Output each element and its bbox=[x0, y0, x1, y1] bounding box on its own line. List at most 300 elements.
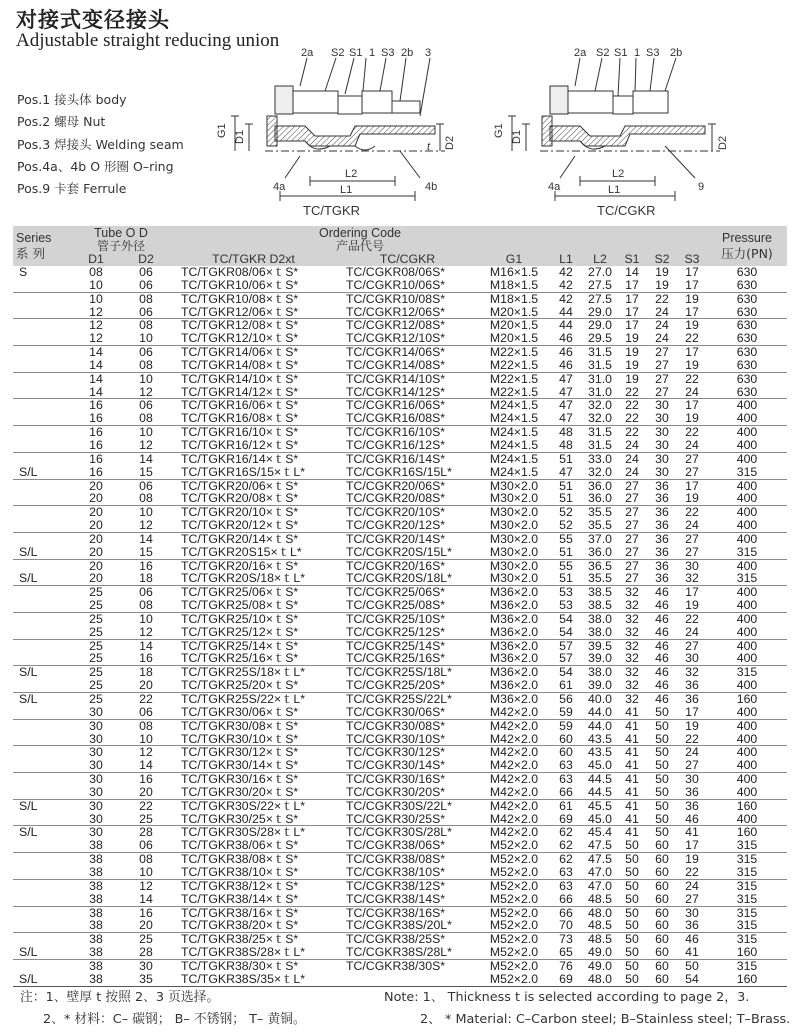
table-cell: M52×2.0 bbox=[479, 879, 549, 892]
table-cell: S/L bbox=[19, 945, 38, 960]
table-cell: 400 bbox=[707, 479, 787, 492]
table-cell: 315 bbox=[736, 838, 758, 853]
table-row bbox=[13, 492, 787, 505]
table-cell: 27 bbox=[655, 357, 669, 372]
table-cell: M52×2.0 bbox=[489, 838, 539, 853]
label-9-c: 9 bbox=[698, 181, 705, 193]
table-cell: TC/CGKR14/10S* bbox=[336, 372, 479, 385]
table-cell: S/L bbox=[13, 973, 71, 986]
table-cell: 48.0 bbox=[583, 906, 617, 919]
table-cell: 630 bbox=[736, 357, 758, 372]
table-cell: 44.0 bbox=[588, 704, 612, 719]
table-cell: 24 bbox=[685, 384, 699, 399]
table-cell: M20×1.5 bbox=[479, 319, 549, 332]
table-cell: M30×2.0 bbox=[479, 532, 549, 545]
table-cell: 38.0 bbox=[588, 624, 612, 639]
table-row bbox=[13, 306, 787, 319]
table-cell: TC/CGKR12/08S* bbox=[336, 319, 479, 332]
table-cell: 46 bbox=[559, 357, 573, 372]
table-cell: 63 bbox=[549, 773, 583, 786]
table-cell: 16 bbox=[89, 464, 103, 479]
table-cell: 47 bbox=[549, 372, 583, 385]
drawing-tgkr bbox=[205, 46, 465, 206]
label-l1-c: L1 bbox=[608, 184, 621, 196]
table-cell: 19 bbox=[685, 411, 699, 426]
table-cell: 08 bbox=[139, 598, 153, 613]
table-cell: 22 bbox=[677, 426, 707, 439]
table-cell bbox=[13, 479, 71, 492]
table-cell: 27 bbox=[617, 506, 647, 519]
table-cell bbox=[13, 612, 71, 625]
table-cell: 08 bbox=[139, 411, 153, 426]
table-cell: 31.0 bbox=[588, 384, 612, 399]
table-cell: TC/CGKR38/25S* bbox=[336, 933, 479, 946]
table-cell: TC/CGKR38/30S* bbox=[336, 959, 479, 972]
table-cell: M42×2.0 bbox=[489, 784, 539, 799]
table-cell: 38 bbox=[71, 906, 121, 919]
table-cell: TC/TGKR20/08×ｔS* bbox=[181, 491, 299, 506]
table-cell: 16 bbox=[89, 437, 103, 452]
table-cell: 46 bbox=[685, 811, 699, 826]
table-cell: 25 bbox=[71, 612, 121, 625]
table-cell: M16×1.5 bbox=[489, 265, 539, 279]
label-2a: 2a bbox=[301, 47, 314, 59]
table-cell: TC/TGKR20/14×ｔS* bbox=[171, 532, 336, 545]
table-cell: 14 bbox=[139, 891, 153, 906]
table-cell: TC/CGKR30/14S* bbox=[346, 758, 446, 773]
table-cell bbox=[336, 973, 479, 986]
table-cell: TC/CGKR20/12S* bbox=[346, 518, 446, 533]
table-cell: M22×1.5 bbox=[489, 384, 539, 399]
table-cell: M36×2.0 bbox=[489, 624, 539, 639]
table-cell: 19 bbox=[625, 357, 639, 372]
table-cell: 12 bbox=[121, 746, 171, 759]
table-row bbox=[13, 266, 787, 279]
table-cell: 08 bbox=[89, 265, 103, 279]
table-cell: 48.0 bbox=[583, 973, 617, 986]
table-cell: 30 bbox=[655, 437, 669, 452]
drawing-cgkr bbox=[490, 46, 750, 206]
table-cell: 70 bbox=[559, 918, 573, 933]
table-cell: 27 bbox=[685, 758, 699, 773]
table-cell: M30×2.0 bbox=[479, 479, 549, 492]
table-cell: TC/TGKR20S15×ｔL* bbox=[181, 544, 302, 559]
table-cell: 400 bbox=[736, 598, 758, 613]
table-cell bbox=[13, 452, 71, 465]
table-cell: 36 bbox=[655, 544, 669, 559]
table-cell: 12 bbox=[89, 304, 103, 319]
table-cell: 32.0 bbox=[588, 464, 612, 479]
label-d1: D1 bbox=[234, 129, 246, 144]
table-cell: 14 bbox=[625, 265, 639, 279]
table-cell: 63 bbox=[559, 864, 573, 879]
table-cell: 10 bbox=[121, 372, 171, 385]
table-cell: 36 bbox=[647, 532, 677, 545]
table-row bbox=[13, 519, 787, 532]
table-cell: 14 bbox=[89, 384, 103, 399]
table-row bbox=[13, 466, 787, 479]
table-cell: TC/CGKR25/16S* bbox=[346, 651, 446, 666]
table-cell: TC/CGKR08/06S* bbox=[346, 265, 446, 279]
table-cell: 315 bbox=[707, 906, 787, 919]
table-cell: TC/TGKR20/12×ｔS* bbox=[181, 518, 299, 533]
table-row bbox=[13, 319, 787, 332]
table-cell: 27 bbox=[625, 491, 639, 506]
table-cell: 38.0 bbox=[583, 666, 617, 679]
table-cell: 50 bbox=[617, 973, 647, 986]
table-cell: 47 bbox=[559, 411, 573, 426]
table-cell: M52×2.0 bbox=[479, 906, 549, 919]
table-cell: 19 bbox=[617, 372, 647, 385]
table-cell: 08 bbox=[121, 292, 171, 305]
table-cell: TC/TGKR20/06×ｔS* bbox=[171, 479, 336, 492]
table-cell: TC/TGKR16/08×ｔS* bbox=[181, 411, 299, 426]
table-cell: M42×2.0 bbox=[489, 758, 539, 773]
table-cell: TC/CGKR16/06S* bbox=[336, 399, 479, 412]
table-cell: 06 bbox=[139, 277, 153, 292]
table-cell: S/L bbox=[13, 826, 71, 839]
table-cell: 60 bbox=[655, 864, 669, 879]
table-cell: TC/CGKR30/16S* bbox=[336, 773, 479, 786]
table-cell: TC/CGKR30/12S* bbox=[336, 746, 479, 759]
table-cell: 51 bbox=[559, 571, 573, 586]
table-cell: M36×2.0 bbox=[489, 678, 539, 693]
table-cell: TC/TGKR30/25×ｔS* bbox=[181, 811, 299, 826]
table-cell: 65 bbox=[559, 945, 573, 960]
table-cell: 400 bbox=[707, 773, 787, 786]
table-cell: 400 bbox=[707, 639, 787, 652]
table-cell: TC/TGKR38/30×ｔS* bbox=[171, 959, 336, 972]
table-cell: M36×2.0 bbox=[479, 586, 549, 599]
table-cell: TC/CGKR10/08S* bbox=[336, 292, 479, 305]
table-row bbox=[13, 372, 787, 385]
table-cell: S/L bbox=[19, 544, 38, 559]
position-2: Pos.2 螺母 Nut bbox=[17, 114, 106, 130]
table-cell: 22 bbox=[685, 731, 699, 746]
label-4a: 4a bbox=[273, 181, 286, 193]
title-english: Adjustable straight reducing union bbox=[16, 30, 280, 51]
table-cell: M52×2.0 bbox=[489, 891, 539, 906]
table-cell: 46 bbox=[647, 666, 677, 679]
table-cell: 30 bbox=[685, 651, 699, 666]
table-cell: 61 bbox=[549, 799, 583, 812]
table-cell: 38.5 bbox=[588, 598, 612, 613]
note-en-1: Note: 1、 Thickness t is selected according to page 2，3. bbox=[384, 990, 750, 1005]
table-cell: 51 bbox=[559, 491, 573, 506]
table-cell: TC/CGKR20/16S* bbox=[336, 559, 479, 572]
label-s1: S1 bbox=[349, 47, 363, 59]
table-cell: 36 bbox=[655, 571, 669, 586]
table-cell: 400 bbox=[736, 437, 758, 452]
table-cell: 48 bbox=[559, 437, 573, 452]
table-cell: 25 bbox=[139, 811, 153, 826]
table-cell: TC/CGKR30S/22L* bbox=[336, 799, 479, 812]
table-cell: M52×2.0 bbox=[479, 853, 549, 866]
table-cell: 19 bbox=[677, 292, 707, 305]
table-cell: 27 bbox=[617, 559, 647, 572]
table-cell: 41 bbox=[625, 758, 639, 773]
table-cell: TC/CGKR14/08S* bbox=[346, 357, 446, 372]
table-cell: M30×2.0 bbox=[479, 506, 549, 519]
table-cell bbox=[13, 386, 71, 399]
table-cell: 57 bbox=[549, 639, 583, 652]
table-cell: M36×2.0 bbox=[489, 651, 539, 666]
table-cell: 22 bbox=[685, 864, 699, 879]
table-cell: 47.0 bbox=[588, 864, 612, 879]
table-cell: 60 bbox=[655, 891, 669, 906]
table-cell: 30 bbox=[655, 411, 669, 426]
table-cell: 69 bbox=[549, 973, 583, 986]
table-cell: 25 bbox=[89, 651, 103, 666]
table-cell: 49.0 bbox=[583, 959, 617, 972]
table-cell: TC/TGKR38/08×ｔS* bbox=[171, 853, 336, 866]
table-cell: TC/CGKR38/06S* bbox=[346, 838, 446, 853]
table-cell: 51 bbox=[549, 479, 583, 492]
table-cell bbox=[13, 439, 71, 452]
table-cell: 38 bbox=[71, 933, 121, 946]
note-cn-2: 2、* 材料：C– 碳钢； B– 不锈钢； T– 黄铜。 bbox=[43, 1012, 306, 1027]
position-9: Pos.9 卡套 Ferrule bbox=[17, 181, 127, 197]
table-cell: 46 bbox=[647, 612, 677, 625]
header-cgkr: TC/CGKR bbox=[379, 252, 436, 266]
table-cell: 400 bbox=[707, 586, 787, 599]
table-cell: 30 bbox=[647, 399, 677, 412]
table-cell: 27 bbox=[647, 372, 677, 385]
table-cell: 30 bbox=[89, 758, 103, 773]
table-cell: M18×1.5 bbox=[489, 277, 539, 292]
table-cell: M36×2.0 bbox=[479, 639, 549, 652]
table-cell: 06 bbox=[139, 838, 153, 853]
table-row bbox=[13, 452, 787, 465]
table-cell: TC/CGKR16/12S* bbox=[346, 437, 446, 452]
table-cell: M24×1.5 bbox=[479, 452, 549, 465]
table-cell: 62 bbox=[559, 838, 573, 853]
table-cell: 50 bbox=[655, 731, 669, 746]
table-cell: 45.5 bbox=[583, 799, 617, 812]
table-cell: 50 bbox=[625, 864, 639, 879]
table-cell: 10 bbox=[139, 331, 153, 346]
table-cell: TC/TGKR14/12×ｔS* bbox=[181, 384, 299, 399]
table-cell: TC/CGKR10/06S* bbox=[346, 277, 446, 292]
table-cell: 16 bbox=[71, 426, 121, 439]
table-cell: 50 bbox=[655, 784, 669, 799]
table-cell bbox=[13, 559, 71, 572]
table-cell: 30 bbox=[71, 799, 121, 812]
table-cell: 20 bbox=[71, 506, 121, 519]
table-cell: 160 bbox=[736, 945, 758, 960]
header-l1: L1 bbox=[559, 252, 573, 266]
table-row bbox=[13, 973, 787, 986]
table-cell bbox=[13, 959, 71, 972]
table-cell: 30 bbox=[71, 773, 121, 786]
table-cell bbox=[13, 399, 71, 412]
table-cell: 20 bbox=[89, 544, 103, 559]
table-cell: 27 bbox=[625, 571, 639, 586]
table-cell: 50 bbox=[617, 879, 647, 892]
table-cell bbox=[13, 599, 71, 612]
table-cell: TC/TGKR20/10×ｔS* bbox=[171, 506, 336, 519]
table-cell: 12 bbox=[71, 319, 121, 332]
table-cell: TC/CGKR20/08S* bbox=[346, 491, 446, 506]
table-cell: M24×1.5 bbox=[489, 464, 539, 479]
table-cell: 315 bbox=[736, 464, 758, 479]
table-row bbox=[13, 412, 787, 425]
table-cell: 47.5 bbox=[583, 853, 617, 866]
table-cell: 50 bbox=[655, 758, 669, 773]
table-row bbox=[13, 946, 787, 959]
table-cell: 47.5 bbox=[588, 838, 612, 853]
table-cell bbox=[13, 652, 71, 665]
table-cell bbox=[13, 332, 71, 345]
table-cell: 63 bbox=[549, 879, 583, 892]
table-cell: TC/TGKR25/16×ｔS* bbox=[181, 651, 299, 666]
table-cell: 28 bbox=[121, 826, 171, 839]
label-3: 3 bbox=[425, 47, 432, 59]
table-cell: 19 bbox=[655, 277, 669, 292]
table-cell: TC/CGKR25/06S* bbox=[336, 586, 479, 599]
table-cell: 630 bbox=[736, 304, 758, 319]
table-cell: 10 bbox=[121, 612, 171, 625]
table-cell: TC/CGKR20S/18L* bbox=[346, 571, 452, 586]
table-row bbox=[13, 652, 787, 665]
label-s1-c: S1 bbox=[614, 47, 628, 59]
table-cell: 50 bbox=[647, 799, 677, 812]
table-cell: 36.0 bbox=[583, 479, 617, 492]
table-cell: TC/TGKR16/14×ｔS* bbox=[171, 452, 336, 465]
table-cell: 30 bbox=[89, 784, 103, 799]
table-cell: 24 bbox=[685, 437, 699, 452]
table-cell: 38 bbox=[89, 838, 103, 853]
table-cell: 22 bbox=[617, 426, 647, 439]
table-cell: 08 bbox=[121, 853, 171, 866]
table-cell: 16 bbox=[121, 559, 171, 572]
table-cell bbox=[13, 506, 71, 519]
table-cell: 27 bbox=[685, 464, 699, 479]
table-cell: M36×2.0 bbox=[489, 598, 539, 613]
table-cell: 50 bbox=[647, 746, 677, 759]
table-cell: TC/TGKR30/12×ｔS* bbox=[171, 746, 336, 759]
table-cell: 27.5 bbox=[583, 292, 617, 305]
spec-table bbox=[13, 226, 787, 987]
label-s3-c: S3 bbox=[646, 47, 660, 59]
table-cell: M22×1.5 bbox=[479, 346, 549, 359]
table-cell: TC/TGKR30/10×ｔS* bbox=[181, 731, 299, 746]
table-cell: 27 bbox=[625, 518, 639, 533]
table-cell: 32 bbox=[617, 586, 647, 599]
table-cell: 29.0 bbox=[583, 319, 617, 332]
table-cell: S/L bbox=[13, 799, 71, 812]
table-cell: TC/CGKR16/14S* bbox=[336, 452, 479, 465]
table-cell: 39.0 bbox=[588, 678, 612, 693]
table-cell: 31.5 bbox=[588, 437, 612, 452]
table-cell: 17 bbox=[685, 838, 699, 853]
table-cell: 31.0 bbox=[583, 372, 617, 385]
table-cell: M52×2.0 bbox=[479, 959, 549, 972]
table-cell: 22 bbox=[677, 372, 707, 385]
table-cell: TC/TGKR16/10×ｔS* bbox=[171, 426, 336, 439]
table-cell: 41 bbox=[685, 945, 699, 960]
table-cell: TC/TGKR14/06×ｔS* bbox=[171, 346, 336, 359]
table-cell: 60 bbox=[647, 906, 677, 919]
table-cell: 44 bbox=[559, 304, 573, 319]
table-cell: 400 bbox=[707, 426, 787, 439]
table-cell: 35 bbox=[121, 973, 171, 986]
table-cell: 46 bbox=[655, 624, 669, 639]
table-cell: TC/TGKR25/12×ｔS* bbox=[181, 624, 299, 639]
table-cell: 53 bbox=[559, 598, 573, 613]
table-cell: M52×2.0 bbox=[479, 933, 549, 946]
table-cell: 27 bbox=[685, 891, 699, 906]
table-row bbox=[13, 786, 787, 799]
table-cell bbox=[13, 319, 71, 332]
table-cell: 12 bbox=[139, 518, 153, 533]
table-cell: 12 bbox=[139, 624, 153, 639]
table-cell: TC/CGKR20S/15L* bbox=[346, 544, 452, 559]
title-chinese: 对接式变径接头 bbox=[16, 8, 170, 32]
table-cell: 400 bbox=[736, 784, 758, 799]
table-cell: 17 bbox=[685, 277, 699, 292]
table-cell: M42×2.0 bbox=[479, 773, 549, 786]
table-cell: 32 bbox=[625, 598, 639, 613]
table-cell: 22 bbox=[121, 799, 171, 812]
table-cell: M30×2.0 bbox=[489, 491, 539, 506]
table-cell: TC/TGKR38/12×ｔS* bbox=[171, 879, 336, 892]
table-cell: 60 bbox=[559, 731, 573, 746]
table-row bbox=[13, 279, 787, 292]
table-cell: TC/CGKR30/20S* bbox=[346, 784, 446, 799]
table-cell: 16 bbox=[121, 773, 171, 786]
table-cell: 19 bbox=[685, 357, 699, 372]
table-cell: TC/TGKR25S/18×ｔL* bbox=[171, 666, 336, 679]
table-cell: TC/TGKR12/08×ｔS* bbox=[171, 319, 336, 332]
table-cell: 27 bbox=[685, 544, 699, 559]
table-cell: TC/CGKR14/12S* bbox=[346, 384, 446, 399]
table-cell: 31.5 bbox=[588, 357, 612, 372]
table-cell: 50 bbox=[655, 704, 669, 719]
table-cell: 42 bbox=[559, 277, 573, 292]
table-cell: TC/TGKR25/06×ｔS* bbox=[171, 586, 336, 599]
table-cell: 39.0 bbox=[588, 651, 612, 666]
table-cell: 14 bbox=[121, 452, 171, 465]
table-cell: 17 bbox=[625, 304, 639, 319]
table-cell: TC/CGKR25/14S* bbox=[336, 639, 479, 652]
table-cell: 22 bbox=[625, 384, 639, 399]
table-cell: 10 bbox=[121, 506, 171, 519]
table-cell: TC/TGKR38/16×ｔS* bbox=[171, 906, 336, 919]
label-s2: S2 bbox=[331, 47, 345, 59]
table-cell bbox=[13, 733, 71, 746]
table-cell: 10 bbox=[71, 292, 121, 305]
table-cell: 62 bbox=[549, 853, 583, 866]
table-cell: M36×2.0 bbox=[479, 693, 549, 706]
table-cell: 69 bbox=[559, 811, 573, 826]
label-4a-c: 4a bbox=[548, 181, 561, 193]
table-cell: 17 bbox=[677, 399, 707, 412]
table-row bbox=[13, 839, 787, 852]
table-cell: 50 bbox=[625, 838, 639, 853]
table-cell: 400 bbox=[736, 731, 758, 746]
table-cell: 18 bbox=[121, 666, 171, 679]
table-cell: 17 bbox=[677, 479, 707, 492]
table-cell: TC/TGKR25S/22×ｔL* bbox=[171, 693, 336, 706]
table-cell: M52×2.0 bbox=[489, 918, 539, 933]
table-row bbox=[13, 506, 787, 519]
caption-cgkr: TC/CGKR bbox=[597, 203, 656, 218]
table-cell: TC/CGKR38S/20L* bbox=[346, 918, 452, 933]
table-cell: 17 bbox=[617, 292, 647, 305]
table-row bbox=[13, 919, 787, 932]
table-cell: 14 bbox=[71, 346, 121, 359]
